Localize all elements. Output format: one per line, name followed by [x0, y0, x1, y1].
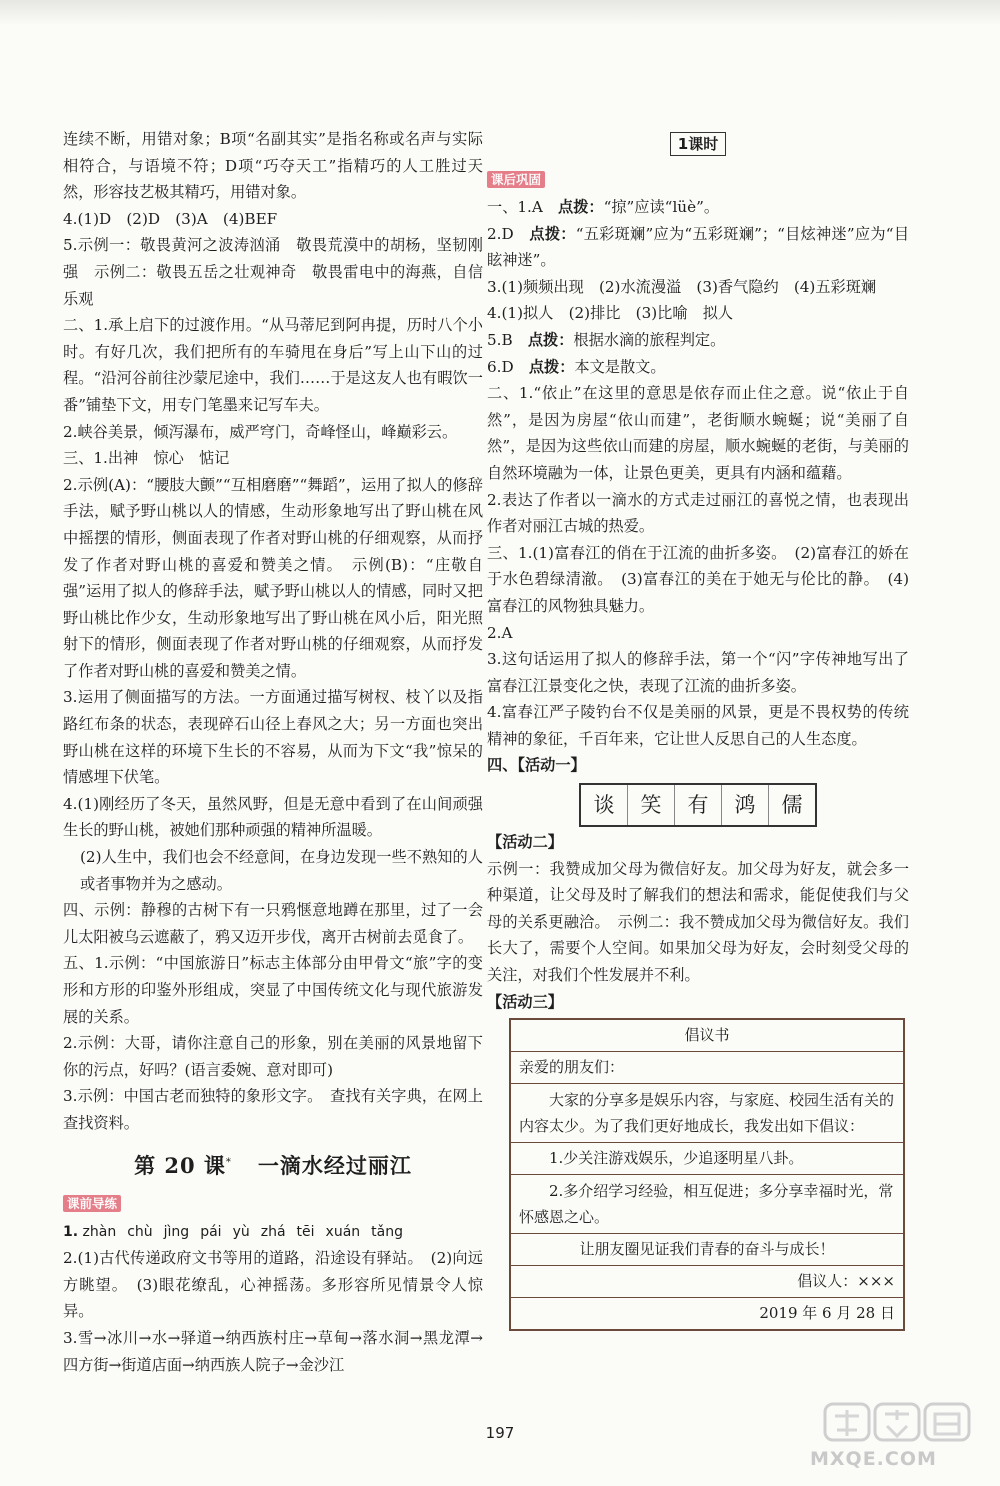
post-answer-5 [487, 327, 909, 354]
pre-answer-2: 2.(1)古代传递政府文书等用的道路，沿途设有驿站。 (2)向远方眺望。 (3)眼花缭乱，心神摇荡。多形容所见情景令人惊异。 [63, 1249, 483, 1321]
pre-answer-3: 3.雪→冰川→水→驿道→纳西族村庄→草甸→落水洞→黑龙潭→四方街→街道店面→纳西族人院子→金沙江 [63, 1328, 483, 1374]
answer-letter: 6.D [487, 357, 529, 376]
pinyin-item: jìng [163, 1223, 190, 1240]
pinyin-item: zhàn [82, 1223, 117, 1240]
pinyin-item: tǎng [371, 1223, 403, 1240]
hint-label: 点拨： [529, 224, 576, 243]
scan-top-edge [0, 0, 1000, 26]
activity-1-label: 四、【活动一】 [487, 756, 586, 775]
section-3-answer-1: 三、1.出神 惊心 惦记 [63, 449, 230, 468]
hint-text: 本文是散文。 [574, 357, 666, 376]
letter-item-2: 2.多介绍学习经验，相互促进；多分享幸福时光，常怀感恩之心。 [511, 1175, 903, 1234]
activity-2-text: 示例一：我赞成加父母为微信好友。加父母为好友，就会多一种渠道，让父母及时了解我们的想法和需求，能促使我们与父母的关系更融洽。 示例二：我不赞成加父母为微信好友。我们长大了，需要个人空间。如果加父母为好友，会时刻受父母的关注，对我们个性发展并不利。 [487, 859, 909, 985]
answer-letter: 5.B [487, 330, 528, 349]
post-answer-6 [487, 354, 909, 381]
answer-letter: 一、1.A [487, 198, 559, 216]
section-2-answer-2: 2.表达了作者以一滴水的方式走过丽江的喜悦之情，也表现出作者对丽江古城的热爱。 [487, 490, 909, 536]
letter-item-1: 1.少关注游戏娱乐，少追逐明星八卦。 [511, 1143, 903, 1175]
pinyin-answers [63, 1219, 483, 1246]
post-class-tag: 课后巩固 [487, 171, 545, 188]
section-2-answer-1: 二、1.承上启下的过渡作用。“从马蒂尼到阿冉提，历时八个小时。有好几次，我们把所有的车骑甩在身后”写上山下山的过程。“沿河谷前往沙蒙尼途中，我们……于是这友人也有暇饮一番”铺垫下文，用专门笔墨来记写车夫。 [63, 316, 483, 414]
section-4-answer: 四、示例：静穆的古树下有一只鸦惬意地蹲在那里，过了一会儿太阳被乌云遮蔽了，鸦又迈开步伐，离开古树前去觅食了。 [63, 901, 483, 946]
letter-body: 大家的分享多是娱乐内容，与家庭、校园生活有关的内容太少。为了我们更好地成长，我发出如下倡议： [511, 1084, 903, 1143]
section-3-answer-2: 2.示例(A)：“腰肢大颤”“互相磨磨”“舞蹈”，运用了拟人的修辞手法，赋予野山桃以人的情感，生动形象地写出了野山桃在风中摇摆的情形，侧面表现了作者对野山桃的仔细观察，从而抒发了作者对野山桃的喜爱和赞美之情。 示例(B)：“庄敬自强”运用了拟人的修辞手法，赋予野山桃以人的情感，同时又把野山桃比作少女，生动形象地写出了野山桃在风小后，阳光照射下的情形，侧面表现了作者对野山桃的仔细观察，从而抒发了作者对野山桃的喜爱和赞美之情。 [63, 475, 483, 680]
lesson-heading [63, 1137, 483, 1189]
section-5-answer-1: 五、1.示例：“中国旅游日”标志主体部分由甲骨文“旅”字的变形和方形的印鉴外形组成，突显了中国传统文化与现代旅游发展的关系。 [63, 954, 483, 1026]
answer-4: 4.(1)D (2)D (3)A (4)BEF [63, 209, 278, 228]
post-answer-3: 3.(1)频频出现 (2)水流漫溢 (3)香气隐约 (4)五彩斑斓 [487, 277, 877, 296]
hint-text: “五彩斑斓”应为“五彩斑斓”；“目炫神迷”应为“目眩神迷”。 [487, 224, 910, 270]
lesson-number: 第 20 课 [134, 1152, 226, 1178]
section-3-answer-1: 三、1.(1)富春江的俏在于江流的曲折多姿。 (2)富春江的娇在于水色碧绿清澈。 (3)富春江的美在于她无与伦比的静。 (4)富春江的风物独具魅力。 [487, 543, 909, 615]
letter-date: 2019 年 6 月 28 日 [759, 1304, 895, 1323]
pinyin-item: pái [200, 1223, 222, 1240]
hint-text: “掠”应读“lüè”。 [603, 198, 720, 216]
section-3-answer-4-2: (2)人生中，我们也会不经意间，在身边发现一些不熟知的人或者事物并为之感动。 [80, 848, 483, 893]
pre-class-tag: 课前导练 [63, 1195, 121, 1212]
left-column [63, 126, 483, 1378]
watermark-url: MXQE.COM [810, 1448, 937, 1470]
char-box: 有 [675, 785, 722, 825]
hint-label: 点拨： [527, 330, 574, 349]
answer-continuation: 连续不断，用错对象；B项“名副其实”是指名称或名声与实际相符合，与语境不符；D项“巧夺天工”指精巧的人工胜过天然，形容技艺极其精巧，用错对象。 [63, 130, 483, 202]
pinyin-item: tēi [296, 1223, 315, 1240]
pinyin-item: zhá [260, 1223, 286, 1240]
lesson-title: 一滴水经过丽江 [257, 1152, 412, 1178]
pinyin-item: xuán [325, 1223, 361, 1240]
lesson-hour-box: 1课时 [670, 132, 726, 156]
page-number: 197 [485, 1424, 515, 1442]
post-answer-1 [487, 194, 909, 221]
pinyin-item: yù [232, 1223, 250, 1240]
pinyin-item: chù [127, 1223, 153, 1240]
hint-label: 点拨： [528, 357, 575, 376]
activity-2-label: 【活动二】 [487, 833, 563, 852]
char-box: 鸿 [722, 785, 769, 825]
hint-text: 根据水滴的旅程判定。 [573, 330, 726, 349]
lesson-mark: * [225, 1156, 232, 1168]
right-column [487, 126, 909, 1331]
section-5-answer-3: 3.示例：中国古老而独特的象形文字。 查找有关字典，在网上查找资料。 [63, 1087, 483, 1132]
letter-closing: 让朋友圈见证我们青春的奋斗与成长！ [511, 1234, 903, 1266]
char-box: 谈 [581, 785, 628, 825]
section-3-answer-2: 2.A [487, 623, 513, 642]
answer-5: 5.示例一：敬畏黄河之波涛汹涌 敬畏荒漠中的胡杨，坚韧刚强 示例二：敬畏五岳之壮观神奇 敬畏雷电中的海燕，自信乐观 [63, 236, 483, 308]
section-3-answer-4: 4.富春江严子陵钓台不仅是美丽的风景，更是不畏权势的传统精神的象征，千百年来，它让世人反思自己的人生态度。 [487, 703, 909, 748]
section-2-answer-1: 二、1.“依止”在这里的意思是依存而止住之意。说“依止于自然”，是因为房屋“依山而建”，老街顺水蜿蜒；说“美丽了自然”，是因为这些依山而建的房屋，顺水蜿蜒的老街，与美丽的自然环境融为一体，让景色更美，更具有内涵和蕴藉。 [487, 384, 909, 482]
proposal-letter [509, 1018, 905, 1331]
watermark-logo-icon [823, 1398, 971, 1444]
pinyin-num: 1. [63, 1223, 79, 1240]
letter-signer: 倡议人：××× [511, 1266, 903, 1298]
section-5-answer-2: 2.示例：大哥，请你注意自己的形象，别在美丽的风景地留下你的污点，好吗？(语言委婉、意对即可) [63, 1034, 483, 1079]
section-2-answer-2: 2.峡谷美景，倾泻瀑布，威严穹门，奇峰怪山，峰巅彩云。 [63, 422, 458, 441]
section-3-answer-3: 3.运用了侧面描写的方法。一方面通过描写树杈、枝丫以及指路红布条的状态，表现碎石山径上春风之大；另一方面也突出野山桃在这样的环境下生长的不容易，从而为下文“我”惊呆的情感埋下伏笔。 [63, 688, 483, 787]
answer-letter: 2.D [487, 224, 530, 243]
letter-salutation: 亲爱的朋友们： [511, 1052, 903, 1084]
post-answer-2 [487, 221, 909, 274]
hint-label: 点拨： [558, 198, 604, 216]
section-3-answer-4-1: 4.(1)刚经历了冬天，虽然风野，但是无意中看到了在山间顽强生长的野山桃，被她们那种顽强的精神所温暖。 [63, 794, 483, 840]
char-box: 儒 [781, 792, 803, 817]
char-box: 笑 [628, 785, 675, 825]
activity-3-label: 【活动三】 [487, 992, 563, 1011]
post-answer-4: 4.(1)拟人 (2)排比 (3)比喻 拟人 [487, 304, 734, 323]
section-3-answer-3: 3.这句话运用了拟人的修辞手法，第一个“闪”字传神地写出了富春江江景变化之快，表现了江流的曲折多姿。 [487, 650, 909, 695]
character-boxes [579, 783, 817, 827]
letter-title: 倡议书 [511, 1020, 903, 1052]
